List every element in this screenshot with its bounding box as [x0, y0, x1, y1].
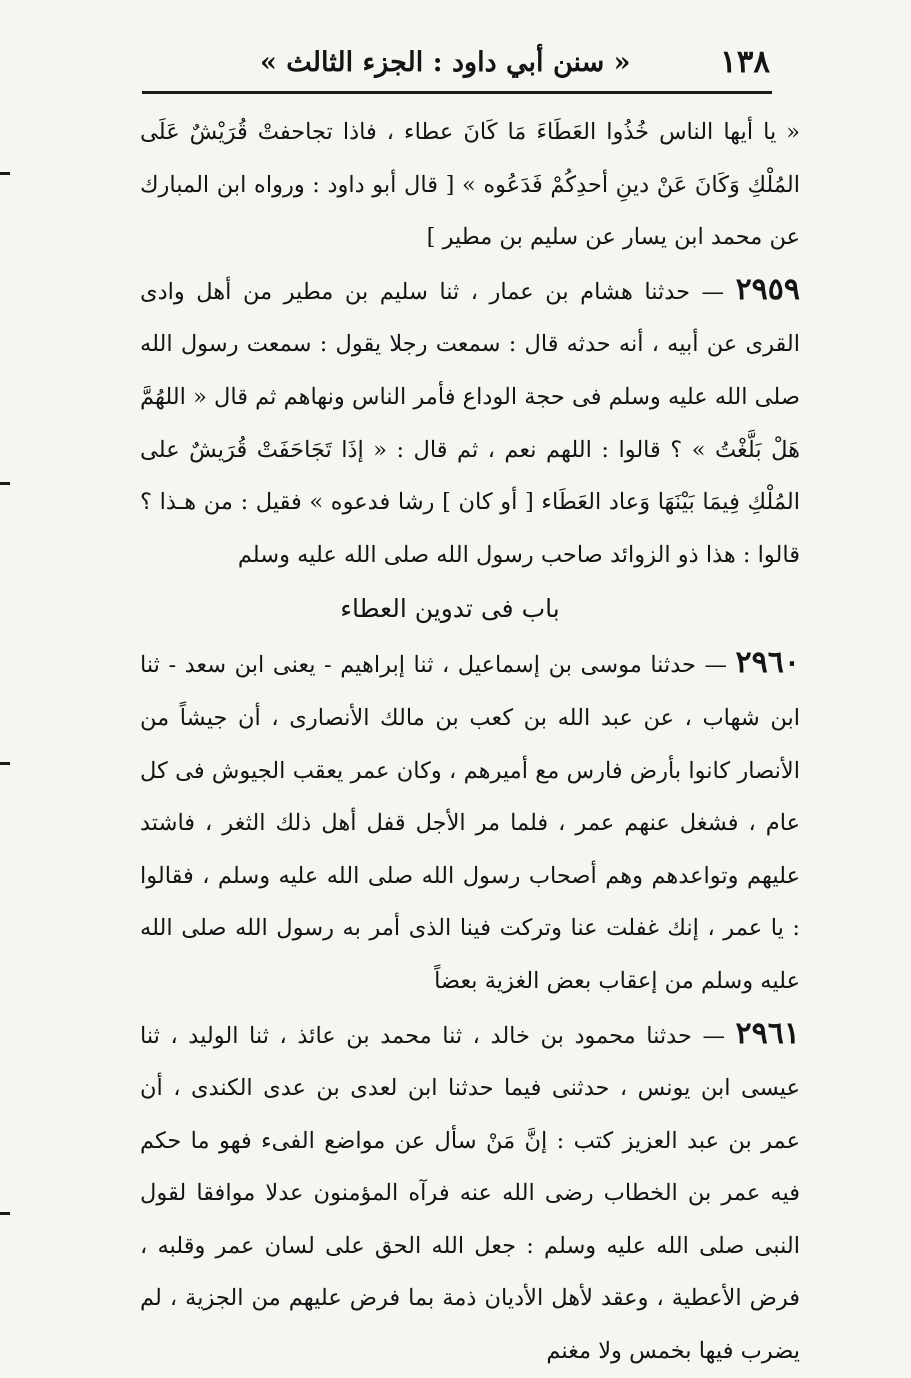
hadith-text: — حدثنا هشام بن عمار ، ثنا سليم بن مطير من أهل وادى القرى عن أبيه ، أنه حدثه قال : سمعت رجلا يقول : سمعت رسول الله صلى الله عليه وسلم فى حجة الوداع فأمر الناس ونهاهم ثم قال « اللهُمَّ هَلْ بَلَّغْتُ » ؟ قالوا : اللهم نعم ، ثم قال : « إذَا تَجَاحَفَتْ قُرَيشٌ على المُلْكِ فِيمَا بَيْنَهَا وَعاد العَطَاء [ أو كان ] رشا فدعوه » فقيل : من هـذا ؟ قالوا : هذا ذو الزوائد صاحب رسول الله صلى الله عليه وسلم: [140, 278, 800, 568]
margin-mark: [0, 762, 10, 765]
hadith-number: ٢٩٦١: [735, 1015, 800, 1051]
hadith-2959: [140, 264, 800, 582]
hadith-number: ٢٩٥٩: [735, 271, 801, 307]
header-rule: [142, 91, 772, 94]
margin-mark: [0, 1212, 10, 1215]
page-number: ١٣٨: [720, 44, 770, 80]
chapter-title: باب فى تدوين العطاء: [340, 594, 560, 624]
paragraph-text: « يا أيها الناس خُذُوا العَطَاءَ مَا كَانَ عطاء ، فاذا تجاحفتْ قُرَيْشٌ عَلَى المُلْكِ وَكَانَ عَنْ دينِ أحدِكُمْ فَدَعُوه » [ قال أبو داود : ورواه ابن المبارك عن محمد ابن يسار عن سليم بن مطير ]: [140, 119, 800, 251]
margin-mark: [0, 172, 10, 175]
hadith-number: ٢٩٦٠: [735, 645, 800, 681]
hadith-2961: [140, 1008, 800, 1378]
hadith-2960: [140, 637, 800, 1007]
page-header: [200, 40, 770, 84]
hadith-text: — حدثنا محمود بن خالد ، ثنا محمد بن عائذ ، ثنا الوليد ، ثنا عيسى ابن يونس ، حدثنى فيما حدثنا ابن لعدى بن عدى الكندى ، أن عمر بن عبد العزيز كتب : إنَّ مَنْ سأل عن مواضع الفىء فهو ما حكم فيه عمر بن الخطاب رضى الله عنه فرآه المؤمنون عدلا موافقا لقول النبى صلى الله عليه وسلم : جعل الله الحق على لسان عمر وقلبه ، فرض الأعطية ، وعقد لأهل الأديان ذمة بما فرض عليهم من الجزية ، لم يضرب فيها بخمس ولا مغنم: [140, 1022, 800, 1365]
paragraph-continuation: [140, 106, 800, 264]
margin-mark: [0, 482, 10, 485]
page-body: [140, 106, 800, 1378]
running-title: « سنن أبي داود : الجزء الثالث »: [260, 46, 631, 78]
hadith-text: — حدثنا موسى بن إسماعيل ، ثنا إبراهيم - يعنى ابن سعد - ثنا ابن شهاب ، عن عبد الله بن كعب بن مالك الأنصارى ، أن جيشاً من الأنصار كانوا بأرض فارس مع أميرهم ، وكان عمر يعقب الجيوش فى كل عام ، فشغل عنهم عمر ، فلما مر الأجل قفل أهل ذلك الثغر ، فاشتد عليهم وتواعدهم وهم أصحاب رسول الله صلى الله عليه وسلم ، فقالوا : يا عمر ، إنك غفلت عنا وتركت فينا الذى أمر به رسول الله صلى الله عليه وسلم من إعقاب بعض الغزية بعضاً: [140, 652, 800, 994]
